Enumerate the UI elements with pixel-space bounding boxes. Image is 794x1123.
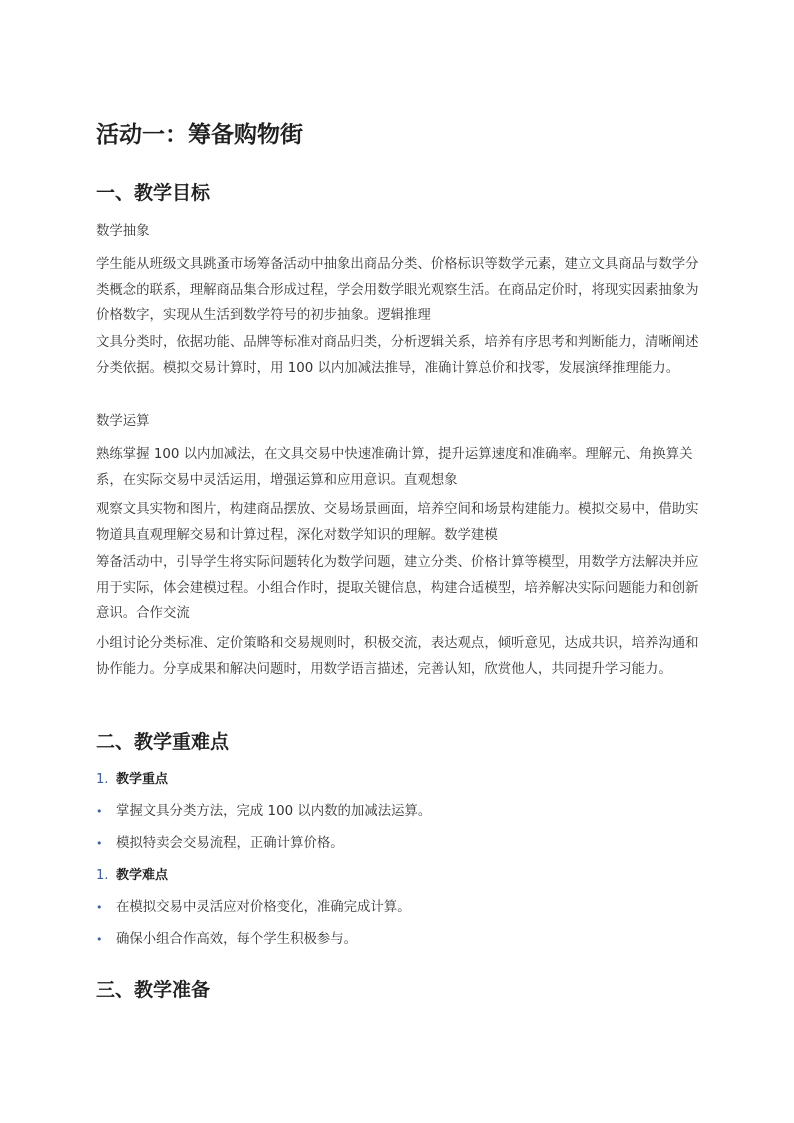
list-number: 1. [96,772,109,787]
bullet-icon: • [96,805,103,818]
bullet-icon: • [96,837,103,850]
goal-paragraph: 数学运算 [96,414,150,429]
goal-paragraph: 数学抽象 [96,224,150,239]
goal-paragraph: 小组讨论分类标准、定价策略和交易规则时，积极交流，表达观点，倾听意见，达成共识，培养沟通和协作能力。分享成果和解决问题时，用数学语言描述，完善认知，欣赏他人，共同提升学习能力。 [96,636,699,677]
document-title: 活动一：筹备购物街 [96,122,303,148]
section-heading-preparation: 三、教学准备 [96,979,211,1001]
goal-paragraph: 熟练掌握 100 以内加减法，在文具交易中快速准确计算，提升运算速度和准确率。理解元、角换算关系，在实际交易中灵活运用，增强运算和应用意识。直观想象 [96,447,693,488]
goal-paragraph: 文具分类时，依据功能、品牌等标准对商品归类，分析逻辑关系，培养有序思考和判断能力，清晰阐述分类依据。模拟交易计算时，用 100 以内加减法推导，准确计算总价和找零，发展演绎推理能力。 [96,335,699,376]
numbered-item-label: 教学难点 [116,868,169,883]
list-item-text: 模拟特卖会交易流程，正确计算价格。 [116,836,344,851]
goal-paragraph: 筹备活动中，引导学生将实际问题转化为数学问题，建立分类、价格计算等模型，用数学方法解决并应用于实际，体会建模过程。小组合作时，提取关键信息，构建合适模型，培养解决实际问题能力和创新意识。合作交流 [96,555,699,621]
section-heading-keypoints: 二、教学重难点 [96,731,230,753]
goal-paragraph: 观察文具实物和图片，构建商品摆放、交易场景画面，培养空间和场景构建能力。模拟交易中，借助实物道具直观理解交易和计算过程，深化对数学知识的理解。数学建模 [96,502,699,543]
goal-paragraph: 学生能从班级文具跳蚤市场筹备活动中抽象出商品分类、价格标识等数学元素，建立文具商品与数学分类概念的联系，理解商品集合形成过程，学会用数学眼光观察生活。在商品定价时，将现实因素抽象为价格数字，实现从生活到数学符号的初步抽象。逻辑推理 [96,257,699,323]
bullet-icon: • [96,901,103,914]
bullet-icon: • [96,933,103,946]
list-item [96,929,357,951]
list-item-text: 确保小组合作高效，每个学生积极参与。 [116,932,358,947]
list-item [96,801,431,823]
numbered-item-key-points [96,769,168,791]
list-number: 1. [96,868,109,883]
section-heading-goals: 一、教学目标 [96,182,211,204]
numbered-item-label: 教学重点 [116,772,169,787]
list-item-text: 在模拟交易中灵活应对价格变化，准确完成计算。 [116,900,411,915]
list-item [96,833,344,855]
list-item-text: 掌握文具分类方法，完成 100 以内数的加减法运算。 [116,804,432,819]
numbered-item-difficulties [96,865,168,887]
list-item [96,897,411,919]
